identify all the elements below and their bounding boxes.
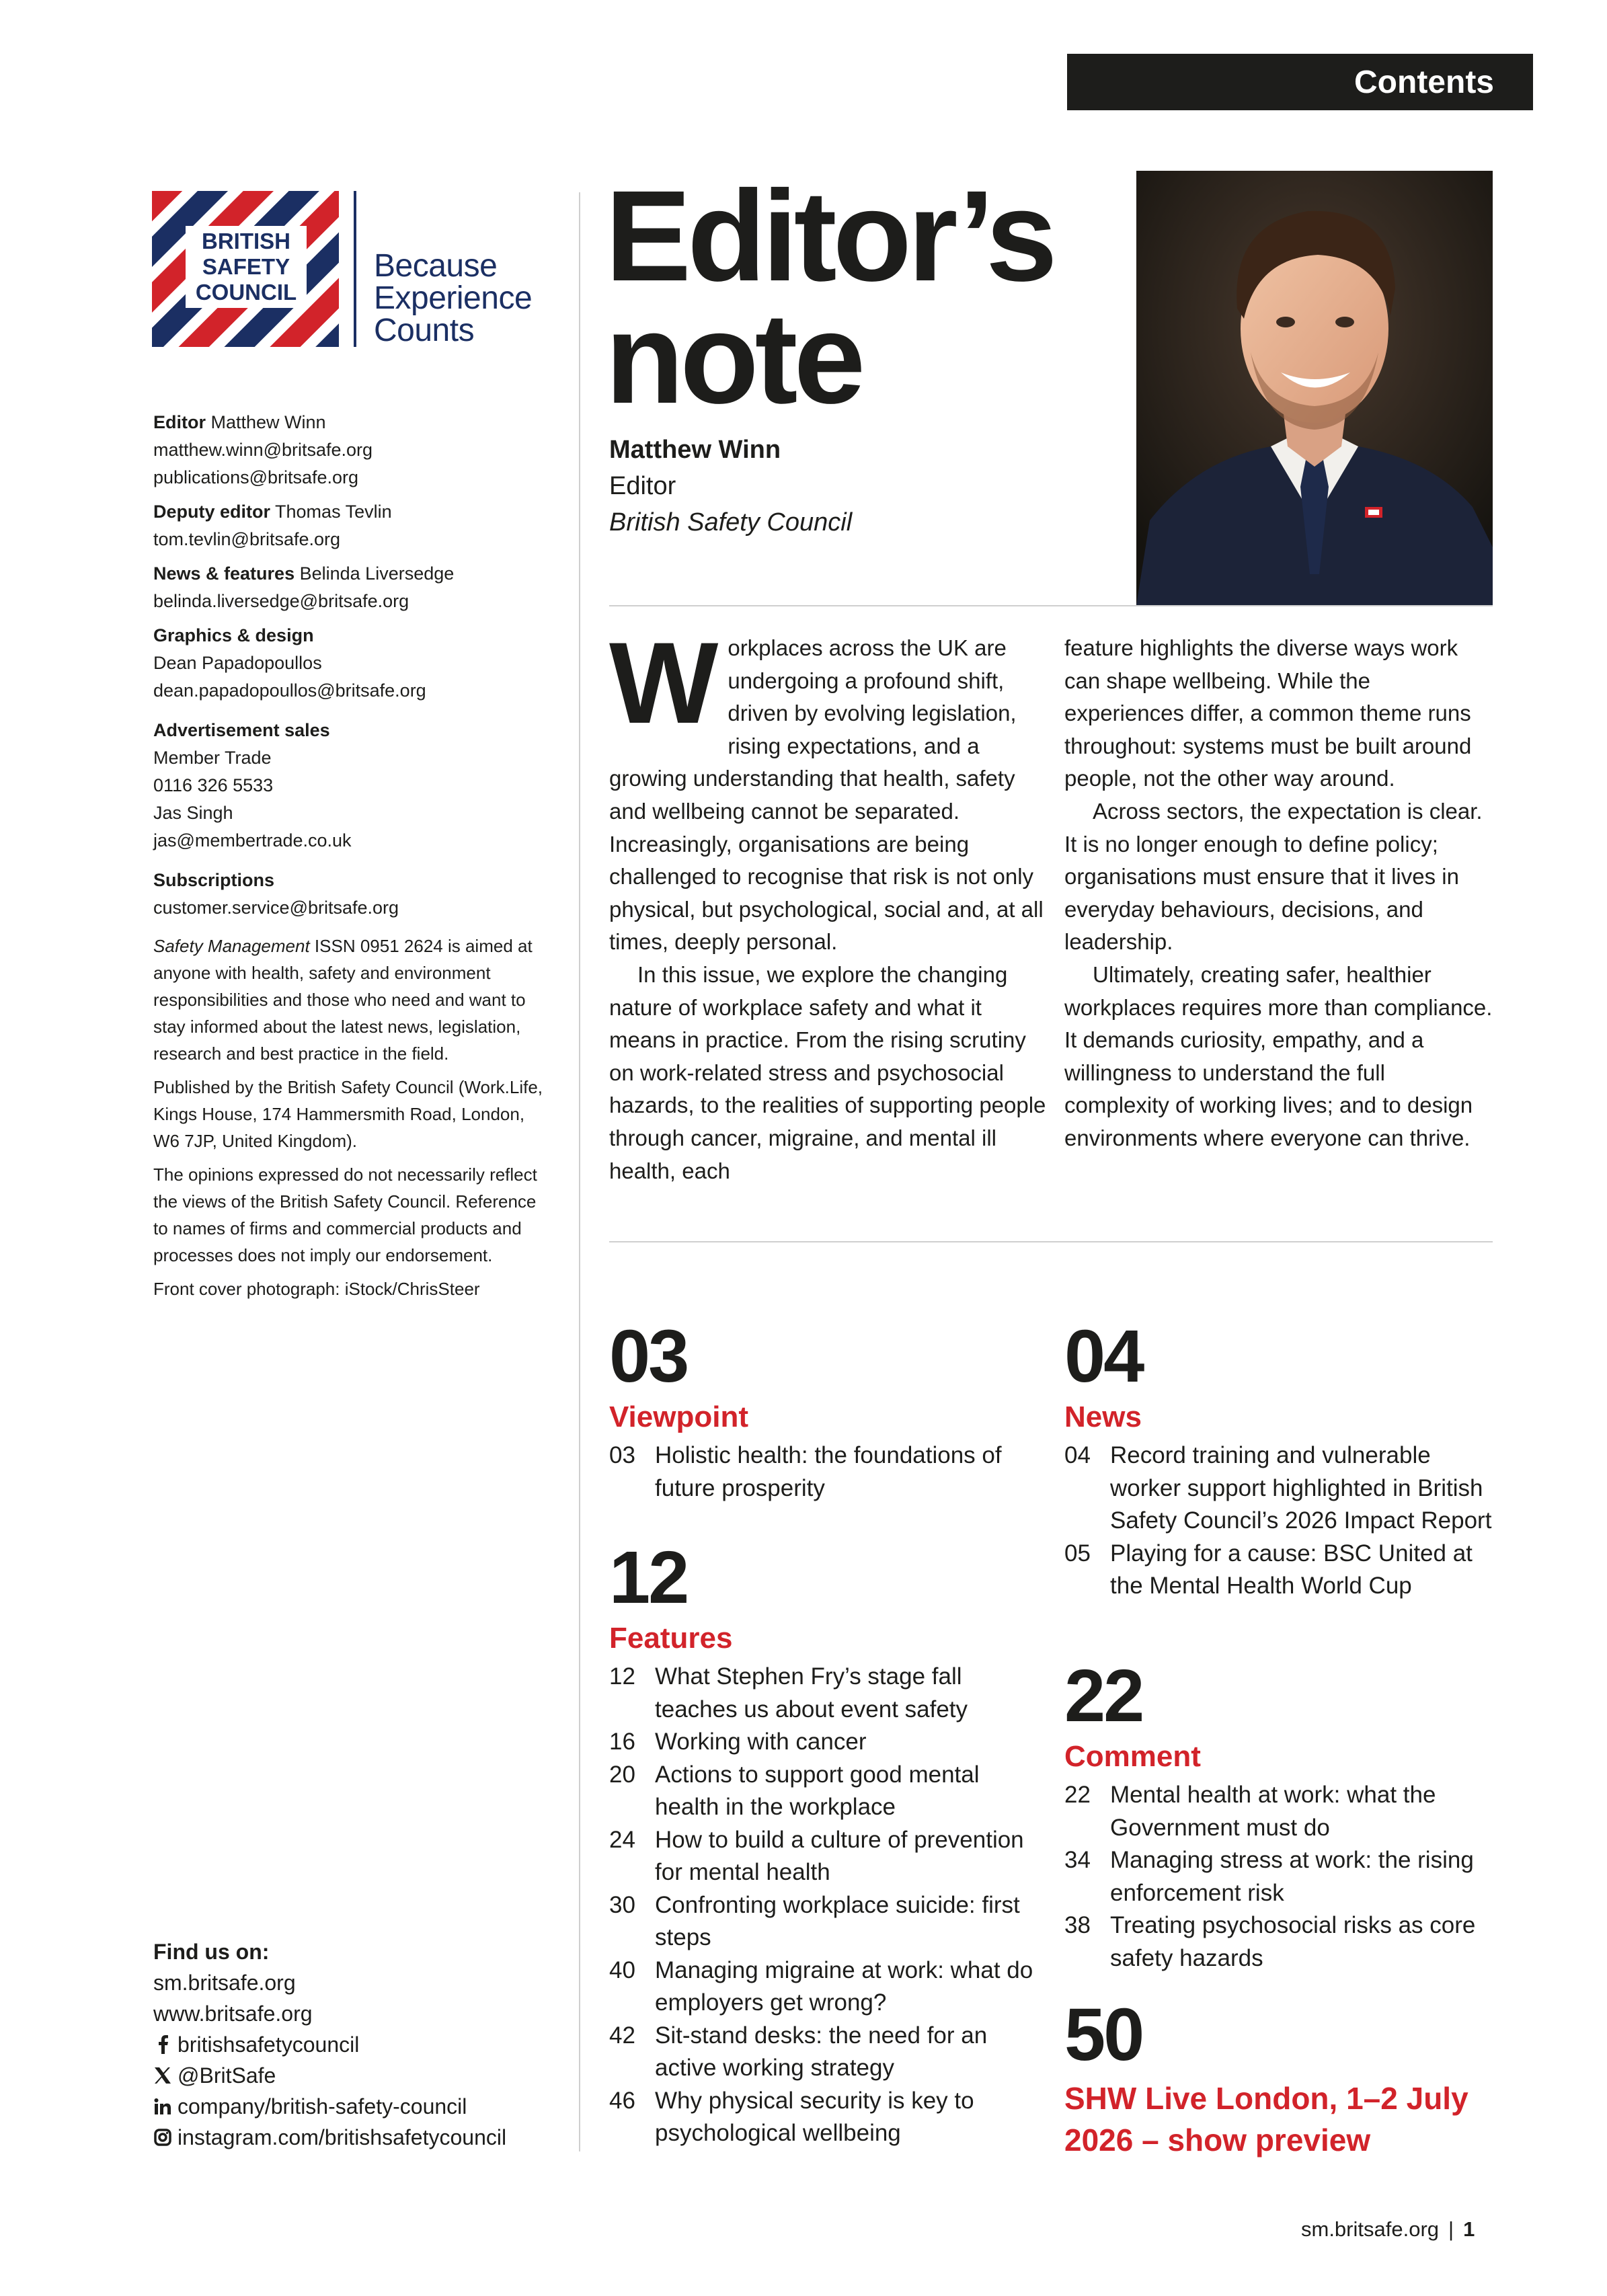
- britsafe-site-link[interactable]: www.britsafe.org: [153, 2002, 313, 2026]
- news-features-email-link[interactable]: belinda.liversedge@britsafe.org: [153, 591, 409, 611]
- credit-subscriptions: [153, 867, 543, 922]
- graphics-name: Dean Papadopoullos: [153, 653, 322, 673]
- contents-entry[interactable]: [1064, 1909, 1495, 1975]
- paragraph-2: In this issue, we explore the changing nature of workplace safety and what it means in practice. From the rising scrutiny on work-related stress and psychosocial hazards, to the realities of supporting people through cancer, migraine, and mental ill health, each: [609, 961, 1046, 1183]
- entry-title: What Stephen Fry’s stage fall teaches us about event safety: [655, 1663, 968, 1723]
- section-number: 12: [609, 1536, 688, 1619]
- find-us-section: [153, 1936, 570, 2153]
- tagline-line-2: Experience: [374, 280, 533, 316]
- entry-page-number: 30: [609, 1891, 635, 1918]
- credit-graphics-design: [153, 622, 543, 705]
- entry-page-number: 46: [609, 2087, 635, 2114]
- tagline-line-1: Because: [374, 248, 498, 284]
- editorial-column-2: [1064, 632, 1495, 1155]
- divider-top: [609, 605, 1493, 606]
- divider-contents: [609, 1241, 1493, 1242]
- entry-page-number: 16: [609, 1729, 635, 1755]
- entry-title: Managing migraine at work: what do employers get wrong?: [655, 1956, 1033, 2016]
- about-publication: [153, 933, 543, 1067]
- section-features: [609, 1536, 1040, 2150]
- page-footer: [1301, 2216, 1475, 2243]
- section-comment: [1064, 1655, 1495, 1975]
- entry-page-number: 03: [609, 1442, 635, 1468]
- ads-company: Member Trade: [153, 748, 272, 768]
- entry-page-number: 38: [1064, 1912, 1091, 1938]
- editor-name: Matthew Winn: [210, 412, 326, 432]
- footer-site-link[interactable]: sm.britsafe.org: [1301, 2217, 1440, 2241]
- editor-label: Editor: [153, 412, 206, 432]
- facebook-handle: britishsafetycouncil: [178, 2032, 360, 2057]
- credit-editor: [153, 409, 543, 491]
- entry-title: Holistic health: the foundations of future prosperity: [655, 1442, 1002, 1501]
- entry-title: Treating psychosocial risks as core safety hazards: [1110, 1912, 1476, 1971]
- author-name: Matthew Winn: [609, 436, 781, 464]
- paragraph-4: Across sectors, the expectation is clear. It is no longer enough to define policy; organisations must ensure that it lives in everyday behaviours, decisions, and leadership.: [1064, 798, 1483, 955]
- editor-portrait: [1136, 171, 1493, 605]
- section-title[interactable]: Viewpoint: [609, 1400, 748, 1433]
- find-us-title: Find us on:: [153, 1940, 270, 1964]
- contents-entry[interactable]: [609, 1889, 1040, 1954]
- contents-entry[interactable]: [609, 2020, 1040, 2085]
- editor-email-link[interactable]: matthew.winn@britsafe.org: [153, 440, 373, 460]
- section-title[interactable]: News: [1064, 1400, 1142, 1433]
- credit-advertisement-sales: [153, 717, 543, 855]
- entry-title: Playing for a cause: BSC United at the Mental Health World Cup: [1110, 1540, 1473, 1599]
- publication-title: Safety Management: [153, 936, 310, 956]
- deputy-editor-label: Deputy editor: [153, 502, 271, 522]
- x-handle: @BritSafe: [178, 2063, 276, 2088]
- magazine-site-link[interactable]: sm.britsafe.org: [153, 1971, 296, 1995]
- entry-list: [1064, 1439, 1495, 1603]
- drop-cap: W: [609, 619, 719, 748]
- publisher-info: Published by the British Safety Council (Work.Life, Kings House, 174 Hammersmith Road, London, W6 7JP, United Kingdom).: [153, 1077, 543, 1151]
- contents-entry[interactable]: [609, 1759, 1040, 1824]
- title-line-1: Editor’s: [605, 163, 1054, 308]
- logo-divider: [354, 191, 356, 347]
- logo-line-1: BRITISH: [202, 229, 290, 253]
- contents-entry[interactable]: [1064, 1844, 1495, 1909]
- credit-deputy-editor: [153, 498, 543, 553]
- ads-contact: Jas Singh: [153, 803, 233, 823]
- publication-description: ISSN 0951 2624 is aimed at anyone with health, safety and environment responsibilities and those who need and want to stay informed about the latest news, legislation, research and best practice in the field.: [153, 936, 533, 1064]
- logo-line-2: SAFETY: [202, 254, 290, 279]
- cover-credit: Front cover photograph: iStock/ChrisSteer: [153, 1279, 480, 1299]
- instagram-handle: instagram.com/britishsafetycouncil: [178, 2125, 507, 2149]
- editorial-column-1: [609, 619, 1046, 1187]
- paragraph-3: feature highlights the diverse ways work can shape wellbeing. While the experiences differ, a common theme runs throughout: systems must be built around people, not the other way around.: [1064, 635, 1472, 791]
- page-title: [605, 163, 1054, 430]
- logo-tagline: [374, 250, 532, 347]
- entry-page-number: 20: [609, 1761, 635, 1788]
- british-safety-council-logo: [152, 191, 542, 350]
- x-link[interactable]: [153, 2060, 570, 2091]
- section-shw-live: [1064, 1993, 1495, 2161]
- ads-label: Advertisement sales: [153, 720, 330, 740]
- publications-email-link[interactable]: publications@britsafe.org: [153, 467, 359, 487]
- entry-page-number: 12: [609, 1663, 635, 1690]
- facebook-icon: [153, 2035, 172, 2054]
- tagline-line-3: Counts: [374, 313, 475, 348]
- byline: [609, 432, 852, 541]
- subscriptions-email-link[interactable]: customer.service@britsafe.org: [153, 898, 399, 918]
- entry-title: Sit-stand desks: the need for an active working strategy: [655, 2022, 988, 2081]
- paragraph-5: Ultimately, creating safer, healthier workplaces requires more than compliance. It demands curiosity, empathy, and a willingness to understand the full complexity of working lives; and to design environments where everyone can thrive.: [1064, 961, 1493, 1150]
- entry-title: Actions to support good mental health in the workplace: [655, 1761, 980, 1820]
- disclaimer: The opinions expressed do not necessarily reflect the views of the British Safety Council. Reference to names of firms and commercial products and processes does not imply our endorsement.: [153, 1164, 537, 1265]
- masthead-credits: [153, 409, 543, 1309]
- subscriptions-label: Subscriptions: [153, 870, 275, 890]
- author-organisation: British Safety Council: [609, 508, 853, 537]
- entry-list: [1064, 1779, 1495, 1975]
- logo-line-3: COUNCIL: [195, 280, 297, 305]
- contents-tab-label: Contents: [1354, 64, 1494, 100]
- entry-page-number: 34: [1064, 1847, 1091, 1873]
- author-role: Editor: [609, 472, 676, 500]
- news-features-name: Belinda Liversedge: [299, 563, 455, 584]
- page-number: 1: [1463, 2217, 1475, 2241]
- contents-tab: [1067, 54, 1533, 110]
- contents-entry[interactable]: [609, 1954, 1040, 2020]
- entry-title: How to build a culture of prevention for mental health: [655, 1826, 1024, 1885]
- instagram-icon: [153, 2128, 172, 2147]
- contents-entry[interactable]: [1064, 1439, 1495, 1538]
- title-line-2: note: [605, 286, 862, 430]
- footer-separator: |: [1448, 2217, 1454, 2241]
- entry-page-number: 22: [1064, 1782, 1091, 1808]
- contents-entry[interactable]: [609, 1661, 1040, 1726]
- logo-wordmark: [186, 226, 307, 308]
- ads-email-link[interactable]: jas@membertrade.co.uk: [153, 830, 352, 850]
- column-divider: [579, 192, 580, 2151]
- instagram-link[interactable]: [153, 2122, 570, 2153]
- entry-title: Working with cancer: [655, 1729, 867, 1755]
- linkedin-handle: company/british-safety-council: [178, 2094, 467, 2119]
- deputy-editor-name: Thomas Tevlin: [275, 502, 392, 522]
- contents-entry[interactable]: [1064, 1538, 1495, 1603]
- contents-entry[interactable]: [609, 1726, 1040, 1759]
- entry-title: Record training and vulnerable worker support highlighted in British Safety Council’s 2026 Impact Report: [1110, 1442, 1492, 1534]
- linkedin-icon: [153, 2097, 172, 2116]
- contents-entry[interactable]: [609, 1439, 1040, 1505]
- entry-page-number: 04: [1064, 1442, 1091, 1468]
- entry-title: Why physical security is key to psychological wellbeing: [655, 2087, 974, 2146]
- section-number: 22: [1064, 1655, 1143, 1737]
- contents-entry[interactable]: [609, 1824, 1040, 1889]
- section-title[interactable]: Features: [609, 1622, 733, 1655]
- entry-page-number: 42: [609, 2022, 635, 2049]
- contents-entry[interactable]: [609, 2085, 1040, 2150]
- section-number: 03: [609, 1315, 688, 1398]
- section-viewpoint: [609, 1315, 1040, 1505]
- ads-phone: 0116 326 5533: [153, 775, 274, 795]
- graphics-email-link[interactable]: dean.papadopoullos@britsafe.org: [153, 680, 426, 701]
- section-number: 04: [1064, 1315, 1143, 1398]
- linkedin-link[interactable]: [153, 2091, 570, 2122]
- graphics-label: Graphics & design: [153, 625, 314, 645]
- entry-page-number: 24: [609, 1826, 635, 1853]
- entry-list: [609, 1661, 1040, 2150]
- contents-entry[interactable]: [1064, 1779, 1495, 1844]
- section-title[interactable]: Comment: [1064, 1740, 1201, 1773]
- deputy-editor-email-link[interactable]: tom.tevlin@britsafe.org: [153, 529, 341, 549]
- entry-page-number: 05: [1064, 1540, 1091, 1567]
- entry-title: Confronting workplace suicide: first steps: [655, 1891, 1020, 1950]
- section-title[interactable]: SHW Live London, 1–2 July 2026 – show preview: [1064, 2081, 1468, 2158]
- entry-page-number: 40: [609, 1956, 635, 1983]
- x-icon: [153, 2066, 172, 2085]
- entry-title: Mental health at work: what the Government must do: [1110, 1782, 1436, 1841]
- section-number: 50: [1064, 1993, 1143, 2076]
- news-features-label: News & features: [153, 563, 295, 584]
- credit-news-features: [153, 560, 543, 615]
- entry-title: Managing stress at work: the rising enforcement risk: [1110, 1847, 1474, 1906]
- paragraph-1-text: orkplaces across the UK are undergoing a profound shift, driven by evolving legislation, rising expectations, and a growing understanding that health, safety and wellbeing cannot be separated. Increasingly, organisations are being challenged to recognise that risk is not only physical, but psychological, social and, at all times, deeply personal.: [609, 635, 1044, 955]
- paragraph-1: [609, 619, 1046, 959]
- entry-list: [609, 1439, 1040, 1505]
- section-news: [1064, 1315, 1495, 1603]
- facebook-link[interactable]: [153, 2029, 570, 2060]
